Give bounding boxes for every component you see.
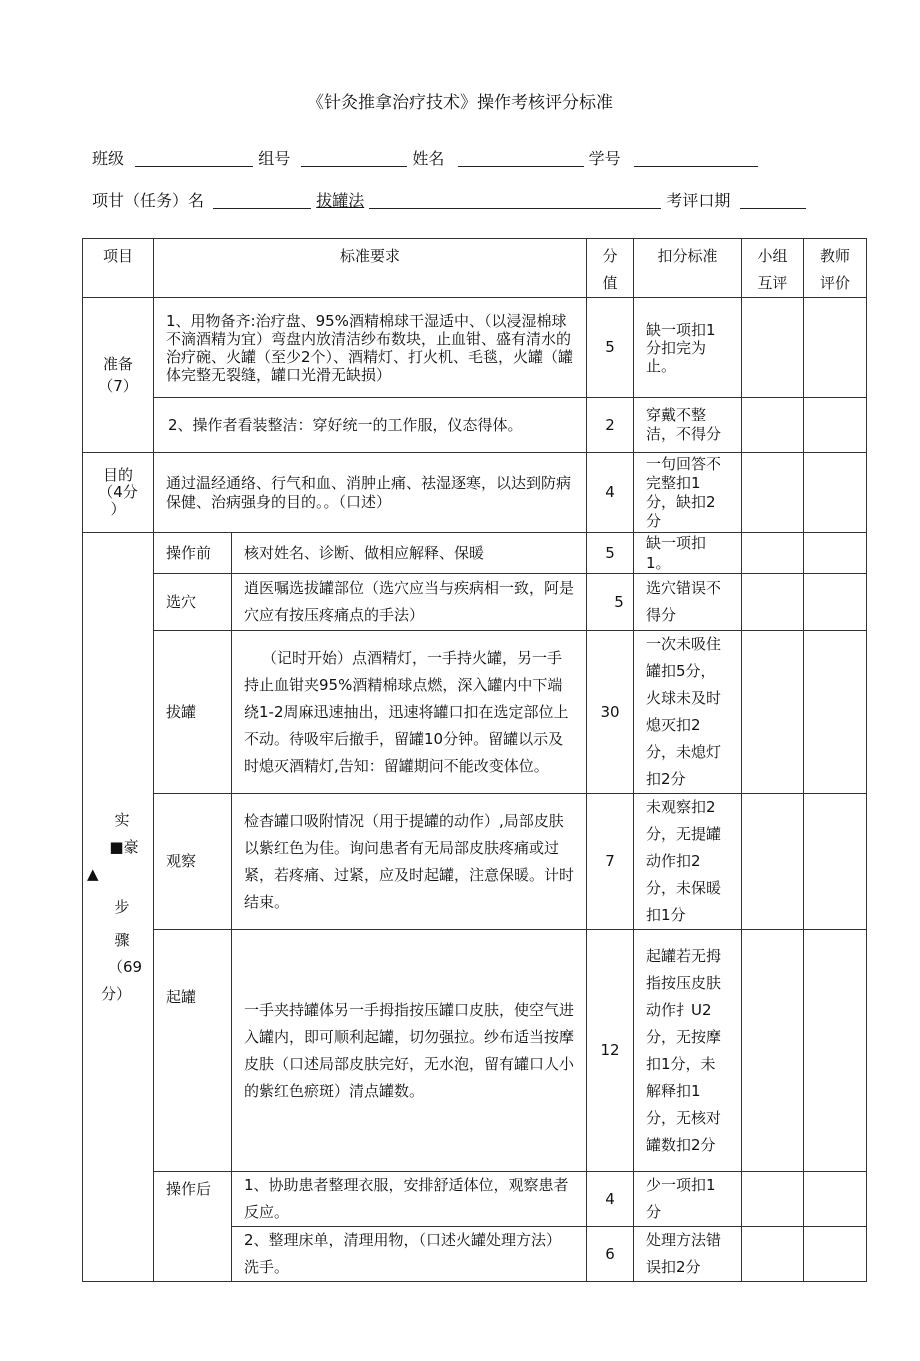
table-row (83, 794, 867, 930)
step-sub-label: 拔罐 (154, 631, 232, 794)
header-peer-line2: 互评 (757, 274, 788, 292)
step-requirement: 1、协助患者整理衣服，安排舒适体位，观察患者反应。 (232, 1172, 587, 1227)
purpose-label-line1: 目的 (102, 466, 133, 484)
header-teacher-review (804, 239, 867, 298)
purpose-label-line2: （4分 (98, 483, 138, 501)
step-requirement: 核对姓名、诊断、做相应解释、保暖 (232, 533, 587, 574)
group-blank[interactable] (301, 150, 407, 167)
teacher-score-cell[interactable] (804, 453, 867, 533)
teacher-score-cell[interactable] (804, 1172, 867, 1227)
task-name-blank-right (369, 192, 661, 209)
teacher-score-cell[interactable] (804, 298, 867, 398)
teacher-score-cell[interactable] (804, 574, 867, 631)
peer-score-cell[interactable] (742, 794, 804, 930)
info-row-class (92, 146, 758, 169)
table-row (83, 533, 867, 574)
table-row (83, 453, 867, 533)
peer-score-cell[interactable] (742, 398, 804, 453)
date-label: 考评口期 (666, 191, 731, 210)
peer-score-cell[interactable] (742, 574, 804, 631)
step-sub-label: 观察 (154, 794, 232, 930)
prep-score-2: 2 (587, 398, 634, 453)
header-item: 项目 (83, 239, 154, 298)
steps-label-line7: 分） (100, 984, 131, 1003)
page-title: 《针灸推拿治疗技术》操作考核评分标准 (307, 93, 613, 113)
header-standard: 标准要求 (154, 239, 587, 298)
step-deduction: 少一项扣1分 (634, 1172, 742, 1227)
scoring-table (82, 238, 867, 1282)
step-score: 4 (587, 1172, 634, 1227)
table-row (83, 574, 867, 631)
peer-score-cell[interactable] (742, 1172, 804, 1227)
step-score: 5 (587, 533, 634, 574)
purpose-label-line3: ） (110, 500, 126, 518)
steps-label-line3: ▲ (87, 864, 99, 883)
table-row (83, 298, 867, 398)
date-blank[interactable] (740, 192, 806, 209)
table-row (83, 1172, 867, 1227)
peer-score-cell[interactable] (742, 298, 804, 398)
prep-score-1: 5 (587, 298, 634, 398)
step-requirement: 检杳罐口吸附情况（用于提罐的动作）,局部皮肤以紫红色为佳。询问患者有无局部皮肤疼痛或过紧，若疼痛、过紧，应及时起罐，注意保暖。计时结束。 (232, 794, 587, 930)
teacher-score-cell[interactable] (804, 533, 867, 574)
peer-score-cell[interactable] (742, 453, 804, 533)
header-score-line2: 值 (602, 274, 618, 292)
steps-label-line5: 骤 (114, 930, 130, 949)
purpose-requirement: 通过温经通络、行气和血、消肿止痛、祛湿逐寒，以达到防病保健、治病强身的目的。。（口述） (154, 453, 587, 533)
teacher-score-cell[interactable] (804, 398, 867, 453)
purpose-deduction: 一句回答不完整扣1分，缺扣2分 (634, 453, 742, 533)
prep-deduction-2: 穿戴不整洁，不得分 (634, 398, 742, 453)
prep-label (83, 298, 154, 453)
purpose-score: 4 (587, 453, 634, 533)
step-score: 30 (587, 631, 634, 794)
header-teacher-line2: 评价 (820, 274, 851, 292)
header-score (587, 239, 634, 298)
step-deduction: 一次未吸住罐扣5分，火球未及时熄灭扣2分，未熄灯扣2分 (634, 631, 742, 794)
header-deduction: 扣分标准 (634, 239, 742, 298)
group-label: 组号 (258, 149, 291, 168)
prep-label-line1: 准备 (102, 355, 133, 373)
prep-label-line2: （7） (98, 377, 138, 395)
step-sub-label: 操作前 (154, 533, 232, 574)
info-row-task (92, 188, 806, 211)
teacher-score-cell[interactable] (804, 631, 867, 794)
class-blank[interactable] (135, 150, 253, 167)
table-row (83, 398, 867, 453)
step-score: 12 (587, 930, 634, 1172)
step-score: 7 (587, 794, 634, 930)
name-label: 姓名 (412, 149, 445, 168)
task-name-blank-left (213, 192, 311, 209)
step-deduction: 处理方法错误扣2分 (634, 1227, 742, 1282)
step-deduction: 缺一项扣1。 (634, 533, 742, 574)
step-sub-label: 操作后 (154, 1172, 232, 1282)
class-label: 班级 (92, 149, 125, 168)
step-deduction: 选穴错误不得分 (634, 574, 742, 631)
header-row (83, 239, 867, 298)
step-score: 6 (587, 1227, 634, 1282)
steps-label-line6: （69 (107, 957, 143, 976)
table-row (83, 930, 867, 1172)
peer-score-cell[interactable] (742, 930, 804, 1172)
header-peer-line1: 小组 (757, 247, 788, 265)
step-score: 5 (587, 574, 634, 631)
header-score-line1: 分 (602, 247, 618, 265)
task-name-label: 项甘（任务）名 (92, 191, 205, 210)
steps-label-line1: 实 (114, 810, 130, 829)
table-row (83, 631, 867, 794)
step-requirement: 2、整理床单，清理用物，（口述火罐处理方法）洗手。 (232, 1227, 587, 1282)
student-id-label: 学号 (588, 149, 621, 168)
student-id-blank[interactable] (634, 150, 758, 167)
prep-requirement-2: 2、操作者看装整洁：穿好统一的工作服，仪态得体。 (154, 398, 587, 453)
header-teacher-line1: 教师 (820, 247, 851, 265)
purpose-label (83, 453, 154, 533)
name-blank[interactable] (458, 150, 584, 167)
steps-label-line4: 步 (114, 897, 130, 916)
teacher-score-cell[interactable] (804, 930, 867, 1172)
step-requirement: （记时开始）点酒精灯，一手持火罐，另一手持止血钳夹95%酒精棉球点燃，深入罐内中下端绕1-2周麻迅速抽出，迅速将罐口扣在选定部位上不动。待吸牢后撤手，留罐10分钟。留罐以示及时熄灭酒精灯,告知：留罐期问不能改变体位。 (232, 631, 587, 794)
step-requirement: 一手夹持罐体另一手拇指按压罐口皮肤，使空气进入罐内，即可顺利起罐，切勿强拉。纱布适当按摩皮肤（口述局部皮肤完好，无水泡，留有罐口人小的紫红色瘀斑）清点罐数。 (232, 930, 587, 1172)
peer-score-cell[interactable] (742, 1227, 804, 1282)
step-requirement: 逍医嘱选拔罐部位（选穴应当与疾病相一致，阿是穴应有按压疼痛点的手法） (232, 574, 587, 631)
step-deduction: 未观察扣2分，无提罐动作扣2分，未保暖扣1分 (634, 794, 742, 930)
peer-score-cell[interactable] (742, 631, 804, 794)
step-deduction: 起罐若无拇指按压皮肤动作扌U2分，无按摩扣1分，未解释扣1分，无核对罐数扣2分 (634, 930, 742, 1172)
steps-label (83, 533, 154, 1282)
steps-label-line2: ■豪 (109, 837, 139, 856)
teacher-score-cell[interactable] (804, 1227, 867, 1282)
step-sub-label: 选穴 (154, 574, 232, 631)
step-sub-label: 起罐 (154, 930, 232, 1172)
prep-deduction-1: 缺一项扣1分扣完为止。 (634, 298, 742, 398)
task-name-value: 拔罐法 (316, 191, 365, 210)
prep-requirement-1: 1、用物备齐:治疗盘、95%酒精棉球干湿适中、（以浸湿棉球不滴酒精为宜）弯盘内放清洁纱布数块，止血钳、盛有清水的治疗碗、火罐（至少2个）、酒精灯、打火机、毛毯，火罐（罐体完整无裂缝，罐口光滑无缺损） (154, 298, 587, 398)
header-peer-review (742, 239, 804, 298)
teacher-score-cell[interactable] (804, 794, 867, 930)
peer-score-cell[interactable] (742, 533, 804, 574)
